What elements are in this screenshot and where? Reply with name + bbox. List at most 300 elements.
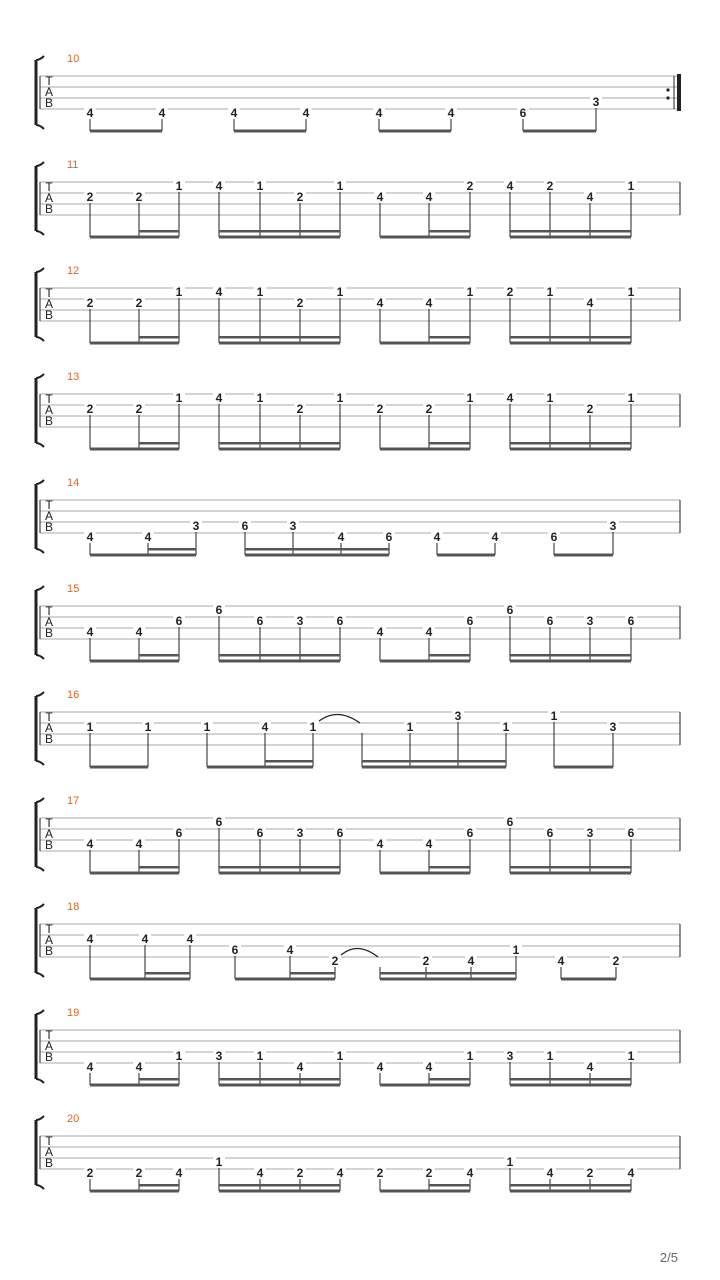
beam-secondary	[510, 230, 550, 233]
beam-secondary	[426, 972, 471, 975]
beam-secondary	[362, 760, 410, 763]
fret-number: 6	[175, 826, 183, 840]
fret-number: 4	[376, 296, 384, 310]
fret-number: 4	[376, 837, 384, 851]
fret-number: 2	[586, 1166, 594, 1180]
fret-number: 1	[502, 720, 510, 734]
repeat-thick-barline	[677, 74, 681, 111]
beam-primary	[380, 236, 470, 239]
fret-number: 4	[425, 837, 433, 851]
fret-number: 4	[425, 625, 433, 639]
bracket-top-hook	[36, 1116, 44, 1120]
beam-primary	[90, 236, 179, 239]
fret-number: 2	[376, 1166, 384, 1180]
bracket-bottom-hook	[36, 549, 44, 553]
tab-clef-letter: A	[44, 403, 54, 417]
measure-number: 14	[67, 477, 80, 489]
beam-primary	[523, 130, 596, 133]
beam-secondary	[590, 230, 631, 233]
fret-number: 6	[627, 614, 635, 628]
beam-primary	[90, 766, 148, 769]
bracket-bottom-hook	[36, 973, 44, 977]
fret-number: 4	[376, 1060, 384, 1074]
fret-number: 1	[546, 1049, 554, 1063]
beam-primary	[510, 872, 631, 875]
fret-number: 2	[466, 179, 474, 193]
fret-number: 2	[86, 190, 94, 204]
fret-number: 1	[466, 1049, 474, 1063]
tab-clef-letter: B	[44, 202, 54, 216]
tab-clef-letter: A	[44, 933, 54, 947]
measure-number: 19	[67, 1007, 80, 1019]
tab-clef-letter: A	[44, 721, 54, 735]
beam-primary	[510, 1084, 631, 1087]
beam-secondary	[429, 230, 470, 233]
fret-number: 1	[256, 285, 264, 299]
beam-primary	[380, 872, 470, 875]
fret-number: 6	[256, 826, 264, 840]
beam-secondary	[145, 972, 190, 975]
bracket-bottom-hook	[36, 867, 44, 871]
fret-number: 1	[627, 179, 635, 193]
fret-number: 4	[86, 837, 94, 851]
fret-number: 6	[466, 826, 474, 840]
beam-secondary	[429, 336, 470, 339]
beam-secondary	[139, 230, 179, 233]
tab-clef-letter: T	[45, 286, 53, 300]
bracket-bottom-hook	[36, 655, 44, 659]
measure-number: 20	[67, 1113, 80, 1125]
fret-number: 4	[135, 1060, 143, 1074]
beam-primary	[380, 1190, 470, 1193]
beam-secondary	[550, 442, 590, 445]
fret-number: 1	[466, 285, 474, 299]
beam-primary	[219, 448, 340, 451]
beam-primary	[90, 342, 179, 345]
fret-number: 3	[506, 1049, 514, 1063]
fret-number: 6	[241, 519, 249, 533]
tab-clef-letter: B	[44, 944, 54, 958]
beam-primary	[245, 554, 389, 557]
beam-secondary	[219, 866, 260, 869]
beam-secondary	[219, 230, 260, 233]
tab-clef-letter: T	[45, 1028, 53, 1042]
fret-number: 6	[256, 614, 264, 628]
beam-secondary	[300, 1078, 340, 1081]
fret-number: 4	[337, 530, 345, 544]
fret-number: 4	[215, 285, 223, 299]
beam-primary	[234, 130, 306, 133]
fret-number: 3	[454, 709, 462, 723]
beam-secondary	[510, 654, 550, 657]
bracket-bottom-hook	[36, 231, 44, 235]
fret-number: 1	[175, 1049, 183, 1063]
fret-number: 1	[546, 285, 554, 299]
beam-secondary	[219, 336, 260, 339]
fret-number: 4	[86, 1060, 94, 1074]
beam-secondary	[148, 548, 196, 551]
fret-number: 1	[336, 391, 344, 405]
fret-number: 1	[512, 943, 520, 957]
fret-number: 2	[425, 402, 433, 416]
tab-clef-letter: B	[44, 626, 54, 640]
beam-primary	[219, 342, 340, 345]
beam-secondary	[219, 1184, 260, 1187]
beam-primary	[379, 130, 451, 133]
fret-number: 4	[302, 106, 310, 120]
fret-number: 4	[286, 943, 294, 957]
fret-number: 4	[425, 296, 433, 310]
beam-secondary	[429, 1184, 470, 1187]
tab-clef-letter: T	[45, 1134, 53, 1148]
fret-number: 6	[231, 943, 239, 957]
beam-secondary	[300, 866, 340, 869]
fret-number: 6	[506, 603, 514, 617]
beam-secondary	[300, 1184, 340, 1187]
beam-secondary	[429, 1078, 470, 1081]
beam-secondary	[429, 654, 470, 657]
fret-number: 4	[376, 190, 384, 204]
bracket-top-hook	[36, 904, 44, 908]
beam-secondary	[510, 1078, 550, 1081]
fret-number: 4	[296, 1060, 304, 1074]
beam-secondary	[590, 654, 631, 657]
tab-clef-letter: B	[44, 838, 54, 852]
bracket-top-hook	[36, 374, 44, 378]
beam-primary	[554, 554, 613, 557]
fret-number: 3	[609, 519, 617, 533]
tab-clef-letter: A	[44, 615, 54, 629]
beam-primary	[219, 660, 340, 663]
tab-clef-letter: T	[45, 710, 53, 724]
fret-number: 4	[86, 932, 94, 946]
fret-number: 1	[309, 720, 317, 734]
tab-clef-letter: T	[45, 604, 53, 618]
fret-number: 6	[546, 614, 554, 628]
fret-number: 2	[586, 402, 594, 416]
beam-primary	[554, 766, 613, 769]
beam-secondary	[139, 654, 179, 657]
beam-secondary	[510, 866, 550, 869]
fret-number: 2	[296, 190, 304, 204]
tab-clef-letter: B	[44, 96, 54, 110]
bracket-top-hook	[36, 586, 44, 590]
fret-number: 4	[375, 106, 383, 120]
fret-number: 4	[491, 530, 499, 544]
fret-number: 2	[506, 285, 514, 299]
fret-number: 4	[447, 106, 455, 120]
beam-secondary	[139, 866, 179, 869]
beam-primary	[219, 1190, 340, 1193]
fret-number: 4	[86, 530, 94, 544]
tab-clef-letter: T	[45, 180, 53, 194]
fret-number: 4	[557, 954, 565, 968]
beam-secondary	[510, 336, 550, 339]
fret-number: 4	[256, 1166, 264, 1180]
beam-primary	[510, 1190, 631, 1193]
bracket-top-hook	[36, 798, 44, 802]
beam-secondary	[410, 760, 458, 763]
fret-number: 2	[86, 296, 94, 310]
fret-number: 3	[289, 519, 297, 533]
fret-number: 1	[466, 391, 474, 405]
beam-secondary	[219, 654, 260, 657]
beam-secondary	[590, 1184, 631, 1187]
fret-number: 2	[135, 296, 143, 310]
fret-number: 4	[215, 391, 223, 405]
fret-number: 4	[627, 1166, 635, 1180]
fret-number: 3	[609, 720, 617, 734]
repeat-dot	[666, 88, 669, 91]
fret-number: 2	[376, 402, 384, 416]
fret-number: 3	[586, 614, 594, 628]
measure-number: 18	[67, 901, 80, 913]
fret-number: 4	[425, 190, 433, 204]
fret-number: 2	[331, 954, 339, 968]
beam-primary	[90, 1084, 179, 1087]
fret-number: 4	[135, 625, 143, 639]
beam-secondary	[300, 336, 340, 339]
fret-number: 1	[144, 720, 152, 734]
tie-arc	[341, 948, 378, 957]
fret-number: 1	[506, 1155, 514, 1169]
beam-secondary	[293, 548, 341, 551]
fret-number: 3	[192, 519, 200, 533]
bracket-bottom-hook	[36, 1079, 44, 1083]
tab-clef-letter: B	[44, 1050, 54, 1064]
measure-number: 13	[67, 371, 80, 383]
beam-primary	[219, 872, 340, 875]
beam-secondary	[260, 866, 300, 869]
fret-number: 4	[467, 954, 475, 968]
fret-number: 1	[215, 1155, 223, 1169]
beam-secondary	[300, 442, 340, 445]
fret-number: 6	[215, 603, 223, 617]
tab-clef-letter: T	[45, 816, 53, 830]
beam-secondary	[550, 336, 590, 339]
fret-number: 3	[592, 95, 600, 109]
fret-number: 6	[506, 815, 514, 829]
beam-primary	[380, 342, 470, 345]
fret-number: 3	[586, 826, 594, 840]
beam-secondary	[458, 760, 506, 763]
beam-secondary	[260, 654, 300, 657]
tie-arc	[319, 714, 360, 723]
beam-secondary	[510, 1184, 550, 1187]
measure-number: 11	[67, 159, 79, 171]
fret-number: 1	[546, 391, 554, 405]
beam-secondary	[300, 230, 340, 233]
fret-number: 1	[627, 1049, 635, 1063]
measure-number: 16	[67, 689, 80, 701]
tab-clef-letter: B	[44, 520, 54, 534]
fret-number: 1	[627, 391, 635, 405]
fret-number: 4	[506, 179, 514, 193]
beam-secondary	[550, 1078, 590, 1081]
fret-number: 2	[135, 1166, 143, 1180]
fret-number: 1	[550, 709, 558, 723]
beam-primary	[380, 978, 516, 981]
fret-number: 4	[230, 106, 238, 120]
tab-clef-letter: A	[44, 191, 54, 205]
page-number: 2/5	[659, 1250, 678, 1265]
beam-secondary	[245, 548, 293, 551]
tab-clef-letter: B	[44, 414, 54, 428]
bracket-top-hook	[36, 56, 44, 60]
tab-clef-letter: T	[45, 74, 53, 88]
tab-clef-letter: T	[45, 498, 53, 512]
fret-number: 6	[519, 106, 527, 120]
fret-number: 1	[336, 285, 344, 299]
fret-number: 1	[256, 391, 264, 405]
beam-secondary	[260, 1184, 300, 1187]
fret-number: 4	[215, 179, 223, 193]
beam-secondary	[590, 1078, 631, 1081]
beam-secondary	[590, 866, 631, 869]
fret-number: 4	[261, 720, 269, 734]
fret-number: 2	[296, 402, 304, 416]
beam-primary	[380, 448, 470, 451]
bracket-bottom-hook	[36, 443, 44, 447]
beam-secondary	[139, 442, 179, 445]
beam-primary	[90, 978, 190, 981]
fret-number: 4	[433, 530, 441, 544]
beam-primary	[219, 236, 340, 239]
measure-number: 17	[67, 795, 80, 807]
bracket-bottom-hook	[36, 1185, 44, 1189]
fret-number: 3	[296, 614, 304, 628]
bracket-top-hook	[36, 480, 44, 484]
fret-number: 4	[158, 106, 166, 120]
fret-number: 2	[86, 402, 94, 416]
beam-primary	[235, 978, 335, 981]
fret-number: 4	[175, 1166, 183, 1180]
beam-secondary	[290, 972, 335, 975]
beam-primary	[561, 978, 616, 981]
fret-number: 6	[546, 826, 554, 840]
beam-primary	[207, 766, 313, 769]
beam-primary	[90, 660, 179, 663]
beam-primary	[510, 660, 631, 663]
fret-number: 4	[86, 106, 94, 120]
beam-secondary	[300, 654, 340, 657]
beam-secondary	[139, 336, 179, 339]
tab-clef-letter: A	[44, 509, 54, 523]
fret-number: 6	[466, 614, 474, 628]
fret-number: 1	[406, 720, 414, 734]
beam-secondary	[429, 442, 470, 445]
measure-number: 15	[67, 583, 80, 595]
beam-secondary	[265, 760, 313, 763]
fret-number: 1	[175, 391, 183, 405]
beam-primary	[510, 448, 631, 451]
beam-secondary	[550, 1184, 590, 1187]
beam-primary	[219, 1084, 340, 1087]
beam-secondary	[590, 336, 631, 339]
fret-number: 4	[141, 932, 149, 946]
beam-secondary	[260, 336, 300, 339]
measure-number: 12	[67, 265, 80, 277]
beam-secondary	[590, 442, 631, 445]
fret-number: 4	[86, 625, 94, 639]
fret-number: 4	[586, 296, 594, 310]
bracket-top-hook	[36, 1010, 44, 1014]
repeat-dot	[666, 96, 669, 99]
beam-secondary	[429, 866, 470, 869]
beam-primary	[90, 554, 196, 557]
fret-number: 4	[425, 1060, 433, 1074]
fret-number: 4	[186, 932, 194, 946]
bracket-top-hook	[36, 692, 44, 696]
beam-primary	[510, 236, 631, 239]
fret-number: 2	[422, 954, 430, 968]
fret-number: 1	[627, 285, 635, 299]
beam-secondary	[139, 1184, 179, 1187]
beam-primary	[437, 554, 495, 557]
fret-number: 6	[627, 826, 635, 840]
beam-secondary	[510, 442, 550, 445]
tab-clef-letter: T	[45, 922, 53, 936]
tab-clef-letter: B	[44, 1156, 54, 1170]
fret-number: 4	[586, 1060, 594, 1074]
fret-number: 1	[256, 1049, 264, 1063]
beam-primary	[510, 342, 631, 345]
fret-number: 4	[135, 837, 143, 851]
tab-clef-letter: A	[44, 85, 54, 99]
tab-clef-letter: A	[44, 297, 54, 311]
beam-primary	[90, 1190, 179, 1193]
fret-number: 1	[336, 179, 344, 193]
fret-number: 6	[336, 826, 344, 840]
fret-number: 6	[215, 815, 223, 829]
beam-primary	[362, 766, 506, 769]
beam-primary	[380, 1084, 470, 1087]
beam-secondary	[550, 230, 590, 233]
fret-number: 1	[336, 1049, 344, 1063]
beam-secondary	[260, 1078, 300, 1081]
fret-number: 4	[506, 391, 514, 405]
tab-clef-letter: T	[45, 392, 53, 406]
fret-number: 4	[376, 625, 384, 639]
tab-clef-letter: B	[44, 308, 54, 322]
fret-number: 1	[203, 720, 211, 734]
beam-primary	[90, 872, 179, 875]
fret-number: 6	[385, 530, 393, 544]
tab-clef-letter: A	[44, 1145, 54, 1159]
tab-clef-letter: A	[44, 827, 54, 841]
measure-number: 10	[67, 53, 80, 65]
beam-secondary	[219, 442, 260, 445]
beam-secondary	[260, 230, 300, 233]
beam-secondary	[341, 548, 389, 551]
fret-number: 1	[86, 720, 94, 734]
beam-secondary	[471, 972, 516, 975]
beam-primary	[380, 660, 470, 663]
fret-number: 4	[546, 1166, 554, 1180]
fret-number: 2	[135, 402, 143, 416]
tab-clef-letter: B	[44, 732, 54, 746]
beam-secondary	[260, 442, 300, 445]
fret-number: 2	[86, 1166, 94, 1180]
bracket-bottom-hook	[36, 337, 44, 341]
fret-number: 4	[586, 190, 594, 204]
beam-secondary	[550, 866, 590, 869]
beam-secondary	[380, 972, 426, 975]
bracket-top-hook	[36, 268, 44, 272]
bracket-bottom-hook	[36, 125, 44, 129]
fret-number: 3	[215, 1049, 223, 1063]
fret-number: 6	[336, 614, 344, 628]
